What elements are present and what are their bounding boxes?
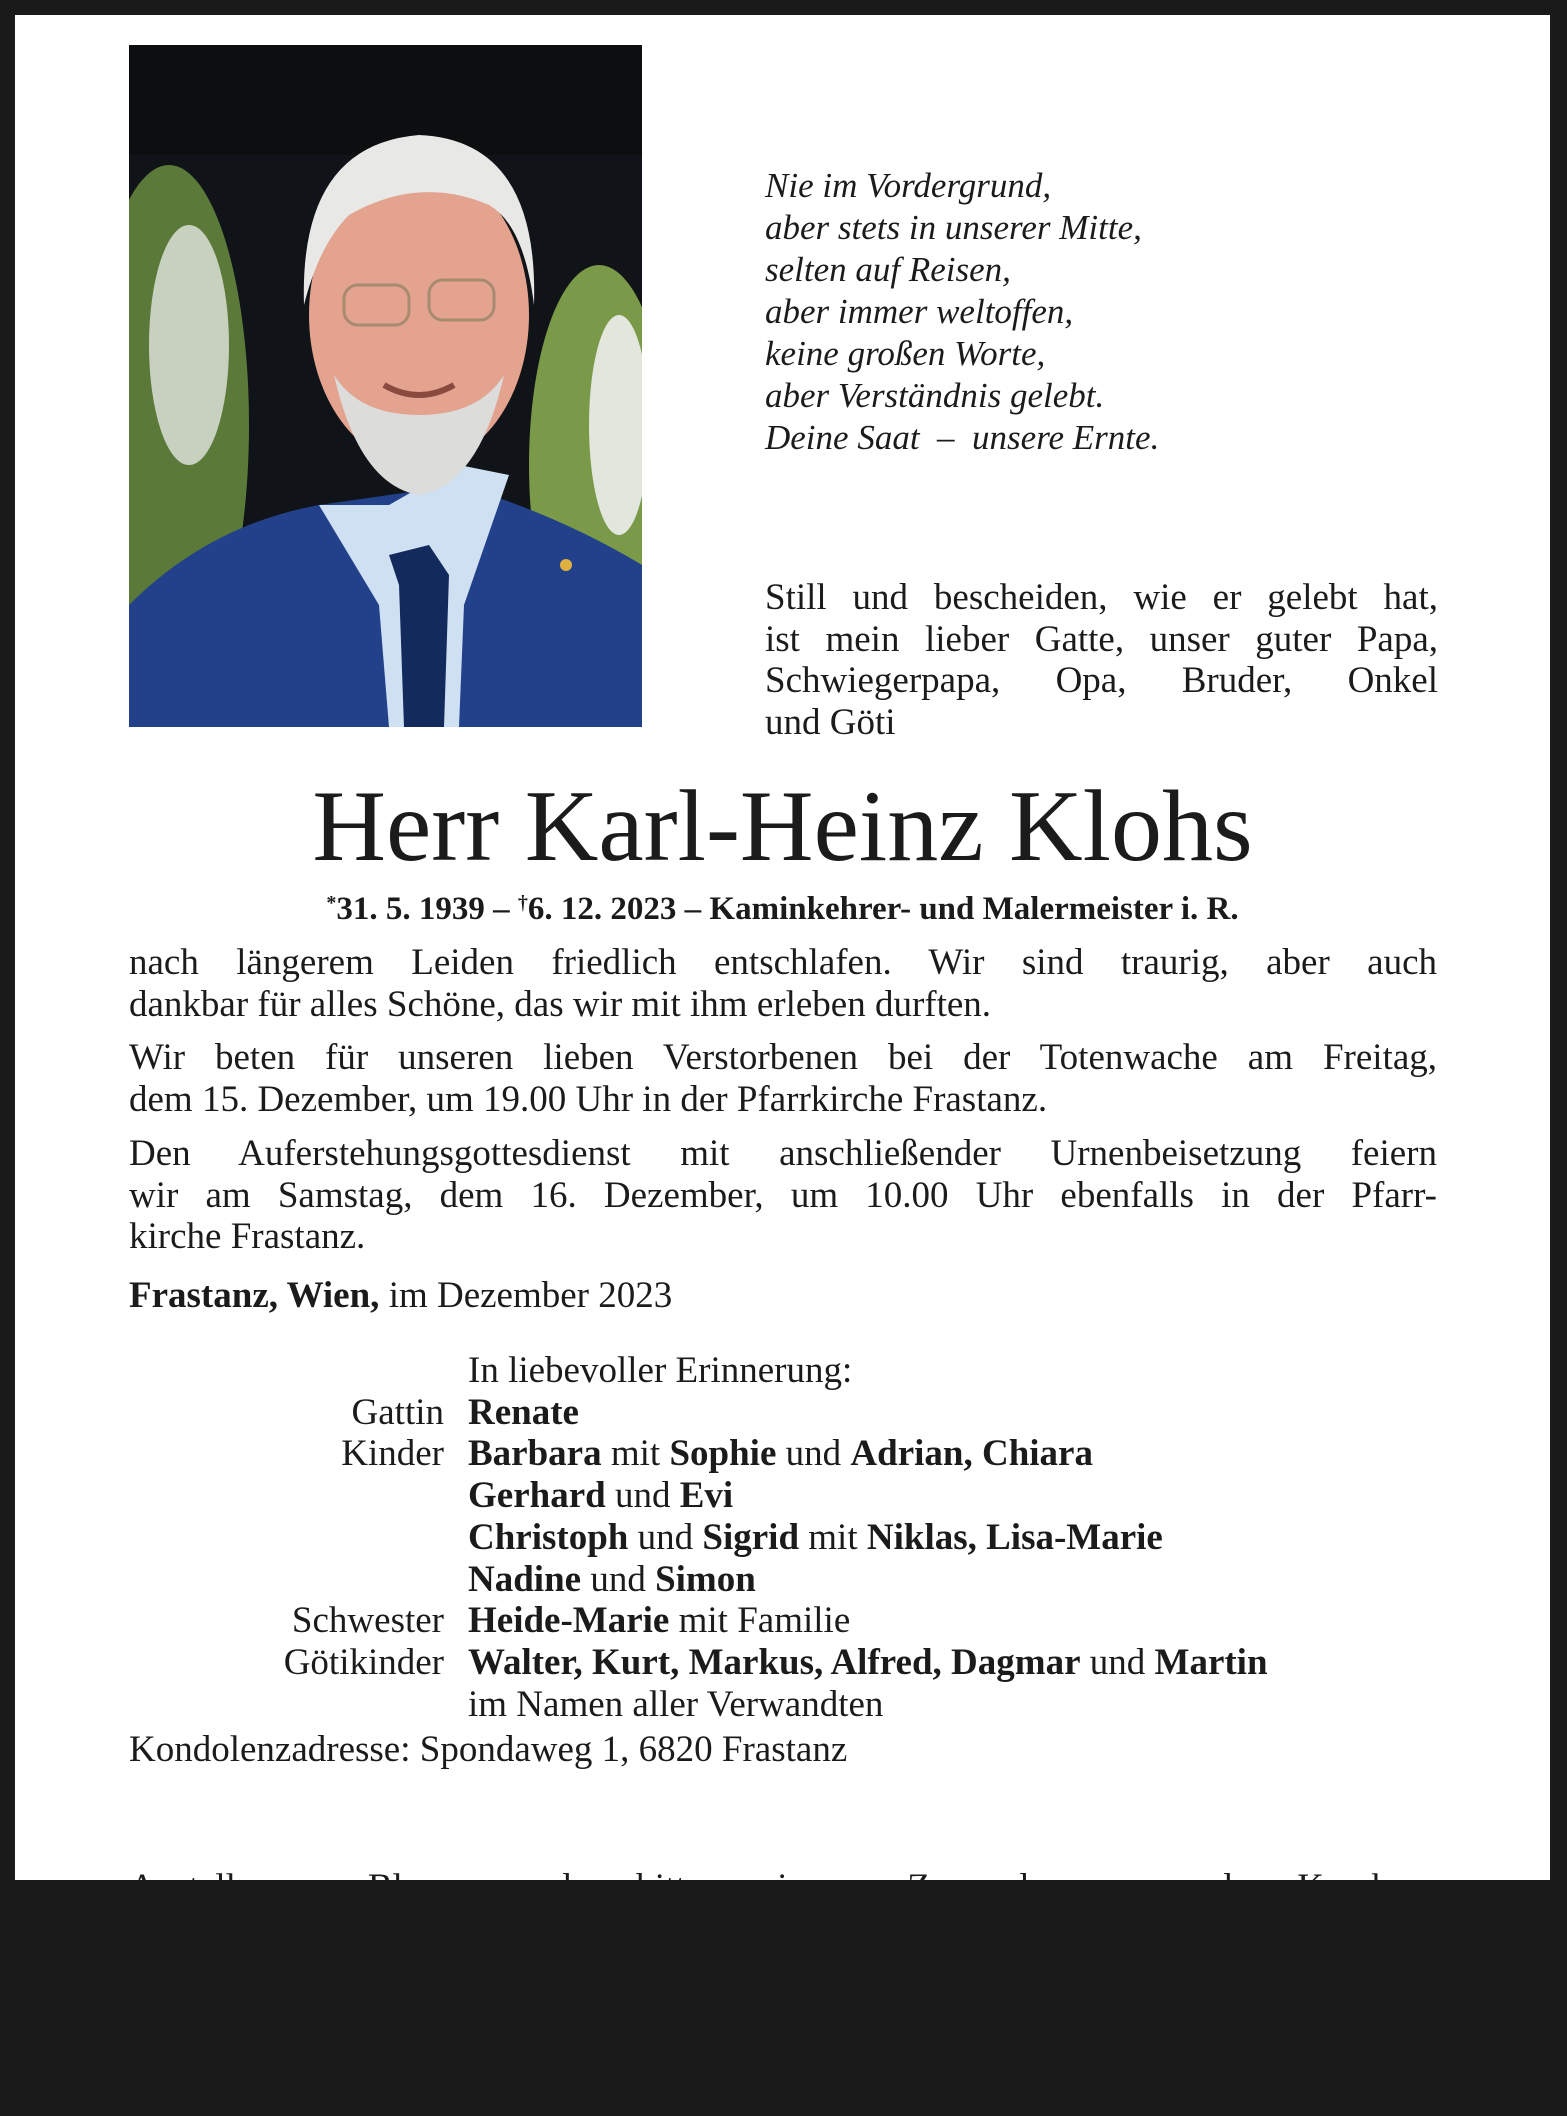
family-row bbox=[129, 1433, 1268, 1475]
intro-line: und Göti bbox=[765, 701, 896, 743]
death-symbol: † bbox=[517, 892, 528, 914]
relative-name: Sophie bbox=[669, 1433, 777, 1475]
family-row bbox=[129, 1559, 1268, 1601]
relative-name: Adrian, Chiara bbox=[850, 1433, 1093, 1475]
intro-line: ist mein lieber Gatte, unser guter Papa, bbox=[765, 618, 1438, 660]
connector-text: mit bbox=[601, 1433, 670, 1475]
text-line: nach längerem Leiden friedlich entschlafen. Wir sind traurig, aber auch bbox=[129, 942, 1437, 983]
text-line: Den Auferstehungsgottesdienst mit anschließender Urnenbeisetzung feiern bbox=[129, 1133, 1437, 1174]
relation-label: Gattin bbox=[351, 1391, 444, 1433]
portrait-photo bbox=[129, 45, 642, 727]
separator: – bbox=[484, 891, 518, 927]
connector-text: mit bbox=[799, 1516, 867, 1558]
text-line: Anstelle von Blumenspenden bitten wir um Zuwendungen an den Kranken- bbox=[129, 1867, 1437, 1908]
poem-line: selten auf Reisen, bbox=[765, 250, 1011, 289]
relatives bbox=[468, 1433, 1093, 1475]
relation-label bbox=[129, 1559, 468, 1601]
condolence-address: Kondolenzadresse: Spondaweg 1, 6820 Frastanz bbox=[129, 1729, 848, 1770]
death-date: 6. 12. 2023 bbox=[527, 891, 677, 927]
text-line: Wir beten für unseren lieben Verstorbenen bei der Totenwache am Freitag, bbox=[129, 1037, 1437, 1078]
poem-line: Nie im Vordergrund, bbox=[765, 166, 1052, 205]
relative-name: Sigrid bbox=[702, 1516, 800, 1558]
intro-line: Schwiegerpapa, Opa, Bruder, Onkel bbox=[765, 660, 1438, 701]
relative-name: Walter, Kurt, Markus, Alfred, Dagmar bbox=[468, 1641, 1081, 1683]
text-line: dem 15. Dezember, um 19.00 Uhr in der Pfarrkirche Frastanz. bbox=[129, 1078, 1048, 1120]
relative-name: Nadine bbox=[468, 1558, 582, 1600]
relatives bbox=[468, 1600, 850, 1642]
poem-line: aber stets in unserer Mitte, bbox=[765, 208, 1142, 247]
paragraph-3 bbox=[129, 1133, 1437, 1258]
obituary-page bbox=[15, 15, 1550, 2033]
relation-label bbox=[129, 1684, 468, 1726]
connector-text: im Namen aller Verwandten bbox=[468, 1683, 884, 1725]
relation-label: Kinder bbox=[341, 1433, 444, 1475]
relatives bbox=[468, 1642, 1268, 1684]
text-line: dankbar für alles Schöne, das wir mit ihm erleben durften. bbox=[129, 983, 992, 1025]
intro-text bbox=[765, 577, 1438, 743]
relation-label bbox=[129, 1517, 468, 1559]
donation-note bbox=[129, 1784, 1437, 2116]
connector-text: und bbox=[581, 1558, 656, 1600]
relatives bbox=[468, 1684, 883, 1726]
relative-name: Evi bbox=[679, 1475, 734, 1517]
relative-name: Gerhard bbox=[468, 1475, 606, 1517]
paragraph-2 bbox=[129, 1037, 1437, 1120]
family-row bbox=[129, 1642, 1268, 1684]
relation-label: Götikinder bbox=[283, 1641, 444, 1683]
relative-name: Niklas, Lisa-Marie bbox=[866, 1516, 1163, 1558]
family-row bbox=[129, 1684, 1268, 1726]
relative-name: Martin bbox=[1154, 1641, 1268, 1683]
relatives bbox=[468, 1392, 579, 1434]
poem-line: Deine Saat – unsere Ernte. bbox=[765, 418, 1160, 457]
text-line: wir am Samstag, dem 16. Dezember, um 10.00 Uhr ebenfalls in der Pfarr- bbox=[129, 1174, 1437, 1216]
family-heading: In liebevoller Erinnerung: bbox=[468, 1350, 853, 1391]
poem-line: keine großen Worte, bbox=[765, 334, 1046, 373]
connector-text: und bbox=[1080, 1641, 1155, 1683]
separator: – bbox=[676, 891, 710, 927]
relative-name: Renate bbox=[468, 1391, 579, 1433]
place-date bbox=[129, 1275, 1437, 1317]
deceased-name: Herr Karl-Heinz Klohs bbox=[312, 770, 1253, 883]
connector-text: mit Familie bbox=[669, 1600, 851, 1642]
poem-line: aber Verständnis gelebt. bbox=[765, 376, 1105, 415]
family-row bbox=[129, 1475, 1268, 1517]
family-row bbox=[129, 1392, 1268, 1434]
birth-date: 31. 5. 1939 bbox=[336, 891, 485, 927]
intro-line: Still und bescheiden, wie er gelebt hat, bbox=[765, 577, 1438, 618]
connector-text: und bbox=[628, 1516, 703, 1558]
family-list bbox=[129, 1350, 1268, 1725]
profession: Kaminkehrer- und Malermeister i. R. bbox=[709, 891, 1239, 927]
relative-name: Heide-Marie bbox=[468, 1600, 670, 1642]
relatives bbox=[468, 1559, 756, 1601]
birth-symbol: * bbox=[326, 892, 337, 914]
life-dates bbox=[15, 891, 1550, 928]
place: Frastanz, Wien, bbox=[129, 1275, 380, 1316]
relative-name: Barbara bbox=[468, 1433, 602, 1475]
connector-text: und bbox=[776, 1433, 851, 1475]
date: im Dezember 2023 bbox=[379, 1275, 673, 1316]
relative-name: Simon bbox=[655, 1558, 756, 1600]
relatives bbox=[468, 1517, 1163, 1559]
relative-name: Christoph bbox=[468, 1516, 629, 1558]
poem-line: aber immer weltoffen, bbox=[765, 292, 1074, 331]
relation-label: Schwester bbox=[291, 1600, 444, 1642]
connector-text: und bbox=[605, 1475, 680, 1517]
paragraph-1 bbox=[129, 942, 1437, 1025]
family-row bbox=[129, 1517, 1268, 1559]
relatives bbox=[468, 1475, 733, 1517]
poem bbox=[765, 165, 1159, 459]
text-line: kirche Frastanz. bbox=[129, 1216, 366, 1257]
relation-label bbox=[129, 1475, 468, 1517]
text-line: pflegeverein Frastanz. IBAN: AT34 3745 8000 0111 2416 bbox=[129, 1991, 988, 2033]
family-row bbox=[129, 1600, 1268, 1642]
